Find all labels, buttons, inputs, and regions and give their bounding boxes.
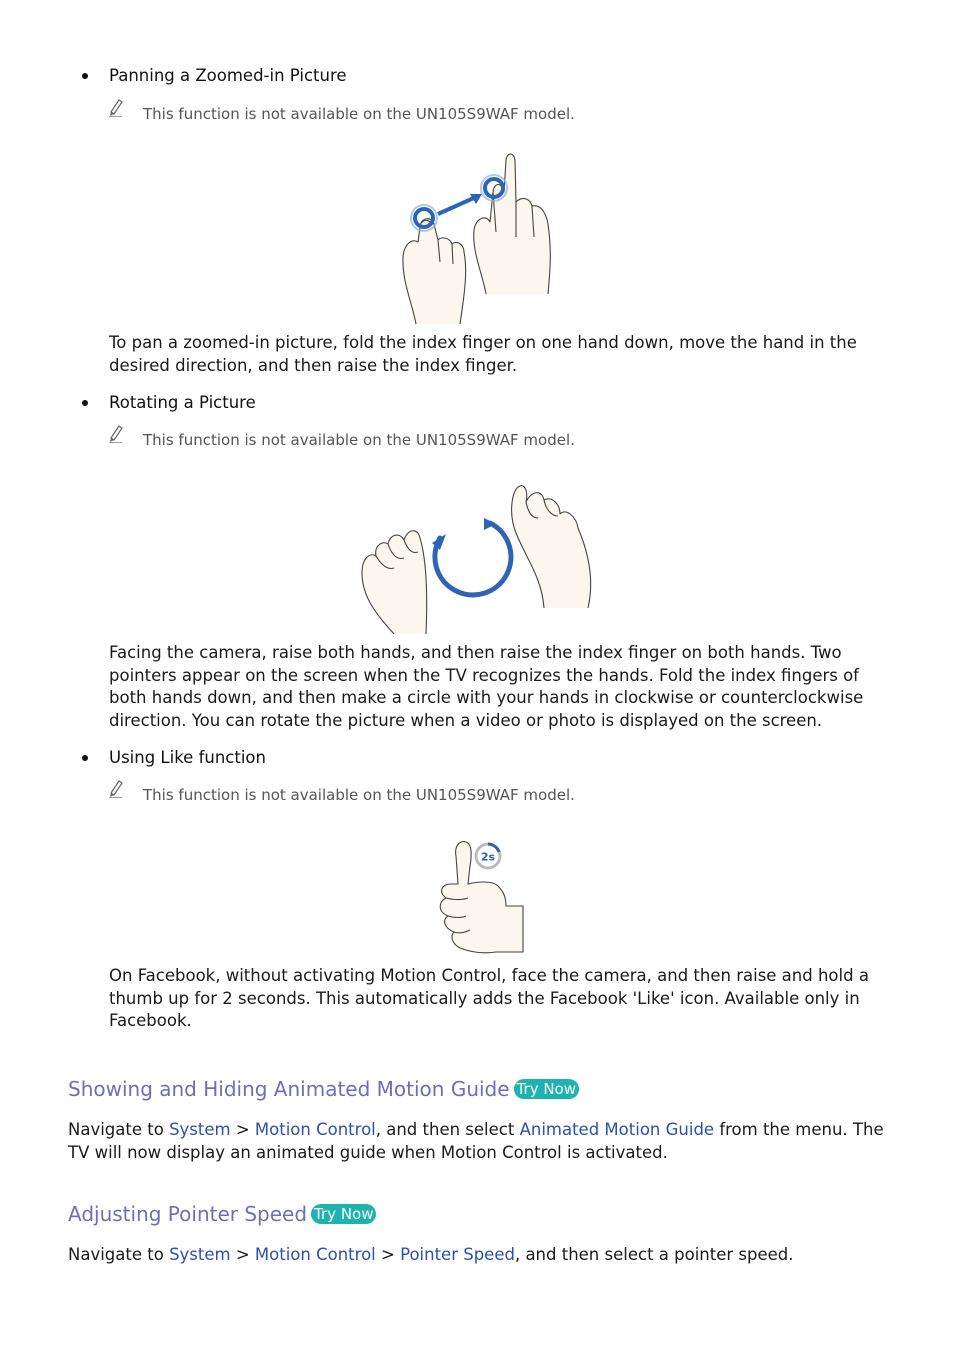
section-description: Facing the camera, raise both hands, and then raise the index finger on both hands. Two pointers appear on the screen when the TV recognizes the hands. Fold the index fingers of both hands down, and then make a circle with your hands in clockwise or counterclockwise direction. You can rotate the picture when a video or photo is displayed on the screen. [109,643,864,731]
bullet-dot [82,755,88,761]
heading-animated-motion-guide [68,1077,579,1101]
nav-instruction-speed [68,1244,898,1267]
link-animated-motion-guide[interactable]: Animated Motion Guide [519,1120,715,1139]
nav-text: Navigate to [68,1120,170,1139]
link-pointer-speed[interactable]: Pointer Speed [400,1245,515,1264]
section-title: Rotating a Picture [109,393,256,412]
nav-text: , and then select [375,1120,520,1139]
heading-text: Adjusting Pointer Speed [68,1202,308,1226]
nav-separator: > [230,1120,255,1139]
section-description: On Facebook, without activating Motion Control, face the camera, and then raise and hold a thumb up for 2 seconds. This automatically adds the Facebook 'Like' icon. Available only in Facebook. [109,966,869,1031]
pencil-icon [108,97,124,117]
section-title: Panning a Zoomed-in Picture [109,66,347,85]
pencil-icon [108,778,124,798]
timer-label: 2s [480,850,496,864]
nav-text: from the menu. The TV will now display an animated guide when Motion Control is activated. [68,1120,884,1162]
link-system[interactable]: System [169,1120,231,1139]
nav-separator: > [230,1245,255,1264]
heading-text: Showing and Hiding Animated Motion Guide [68,1077,510,1101]
section-title: Using Like function [109,748,266,767]
note-text: This function is not available on the UN105S9WAF model. [143,786,575,804]
bullet-dot [82,73,88,79]
thumbs-up-illustration [426,836,530,956]
nav-text: Navigate to [68,1245,170,1264]
pencil-icon [108,423,124,443]
rotating-gesture-illustration [356,478,600,638]
panning-gesture-illustration [398,152,558,327]
try-now-button[interactable]: Try Now [311,1204,376,1224]
link-motion-control[interactable]: Motion Control [254,1120,376,1139]
nav-instruction-guide [68,1119,898,1164]
try-now-button[interactable]: Try Now [514,1079,579,1099]
note-text: This function is not available on the UN105S9WAF model. [143,105,575,123]
section-description: To pan a zoomed-in picture, fold the index finger on one hand down, move the hand in the desired direction, and then raise the index finger. [109,333,857,375]
bullet-dot [82,400,88,406]
link-system[interactable]: System [169,1245,231,1264]
note-text: This function is not available on the UN105S9WAF model. [143,431,575,449]
nav-text: , and then select a pointer speed. [514,1245,794,1264]
nav-separator: > [375,1245,401,1264]
heading-pointer-speed [68,1202,376,1226]
link-motion-control[interactable]: Motion Control [254,1245,376,1264]
